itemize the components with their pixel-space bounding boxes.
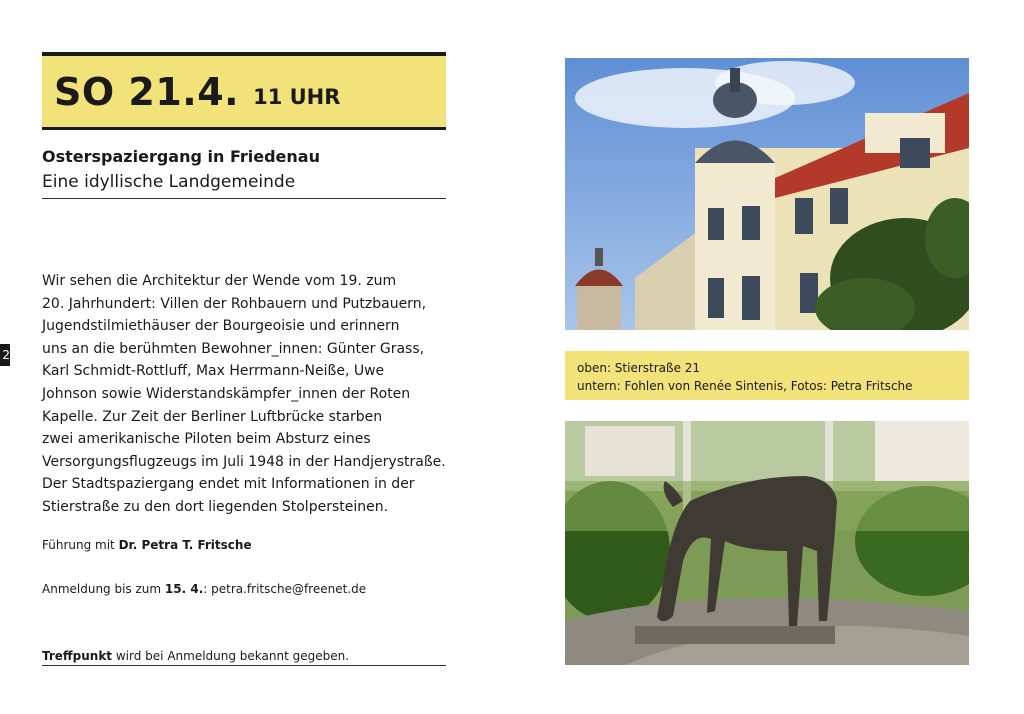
description-line: zwei amerikanische Piloten beim Absturz eines	[42, 431, 371, 448]
description-line: Wir sehen die Architektur der Wende vom 19. zum	[42, 273, 397, 289]
registration-prefix: Anmeldung bis zum	[42, 582, 165, 596]
bottom-divider	[42, 665, 446, 666]
villa-photo	[565, 58, 969, 330]
description-line: Karl Schmidt-Rottluff, Max Herrmann-Neiße, Uwe	[42, 363, 385, 380]
description-line: uns an die berühmten Bewohner_innen: Günter Grass,	[42, 340, 425, 357]
meeting-label: Treffpunkt	[42, 649, 113, 663]
description-line: Kapelle. Zur Zeit der Berliner Luftbrücke starben	[42, 408, 383, 425]
foal-sculpture-photo	[565, 421, 969, 665]
event-title: Osterspaziergang in Friedenau	[42, 147, 320, 166]
registration-email[interactable]: : petra.fritsche@freenet.de	[203, 582, 367, 596]
registration-date: 15. 4.	[164, 582, 204, 596]
photo-caption	[565, 351, 969, 400]
foal-illustration	[565, 421, 969, 665]
villa-illustration	[565, 58, 969, 330]
caption-line-bottom: untern: Fohlen von Renée Sintenis, Fotos: Petra Fritsche	[577, 379, 913, 393]
description-line: Der Stadtspaziergang endet mit Informationen in der	[42, 476, 415, 493]
registration-info	[42, 582, 366, 596]
date-banner	[42, 52, 446, 130]
event-date: SO 21.4.	[54, 69, 240, 114]
description-line: Versorgungsflugzeugs im Juli 1948 in der Handjerystraße.	[42, 453, 446, 470]
caption-line-top: oben: Stierstraße 21	[577, 361, 701, 375]
event-subtitle: Eine idyllische Landgemeinde	[42, 172, 296, 192]
guide-info	[42, 538, 252, 552]
page-number: 2	[0, 344, 10, 366]
event-time: 11 UHR	[253, 84, 341, 109]
description-line: Stierstraße zu den dort liegenden Stolpersteinen.	[42, 498, 389, 515]
description-line: Johnson sowie Widerstandskämpfer_innen der Roten	[42, 385, 411, 402]
title-divider	[42, 198, 446, 199]
event-header	[42, 52, 446, 130]
description-line: Jugendstilmiethäuser der Bourgeoisie und erinnern	[42, 318, 400, 335]
description-line: 20. Jahrhundert: Villen der Rohbauern und Putzbauern,	[42, 295, 427, 312]
meeting-text: wird bei Anmeldung bekannt gegeben.	[112, 649, 350, 663]
guide-name: Dr. Petra T. Fritsche	[118, 538, 252, 552]
meeting-point-info	[42, 649, 349, 663]
guide-prefix: Führung mit	[42, 538, 119, 552]
event-description	[42, 270, 462, 519]
